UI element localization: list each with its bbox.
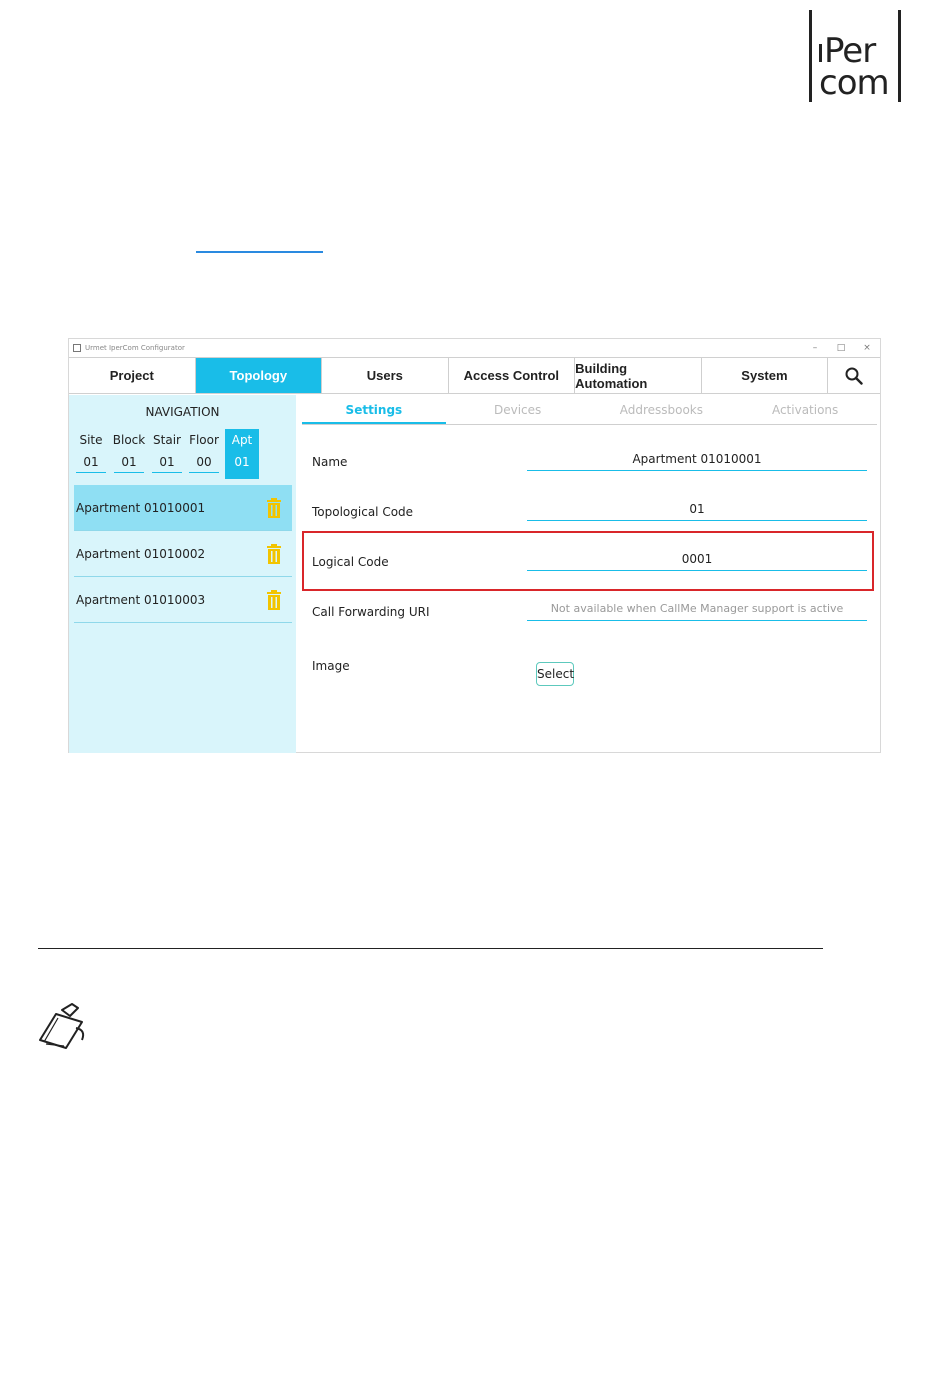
code-label: Floor <box>189 433 219 447</box>
code-block[interactable] <box>112 429 146 479</box>
logo-i-stem <box>819 44 822 62</box>
section-divider <box>38 948 823 949</box>
subtab-activations[interactable]: Activations <box>771 403 839 417</box>
code-value: 01 <box>234 455 250 469</box>
apartment-row[interactable] <box>74 531 292 577</box>
tab-project[interactable]: Project <box>69 358 196 393</box>
maximize-icon[interactable]: □ <box>836 343 846 353</box>
logical-code-field <box>312 541 872 571</box>
name-field <box>312 441 872 471</box>
app-icon <box>73 344 81 352</box>
logical-code-input[interactable]: 0001 <box>527 549 867 571</box>
logical-code-label: Logical Code <box>312 555 389 569</box>
image-label: Image <box>312 659 350 673</box>
tab-access-control[interactable]: Access Control <box>449 358 576 393</box>
trash-icon[interactable] <box>266 498 282 518</box>
code-site[interactable] <box>74 429 108 479</box>
logo-right-bar <box>898 10 901 102</box>
window-titlebar <box>69 339 880 357</box>
apartment-row[interactable] <box>74 485 292 531</box>
topological-code-input[interactable]: 01 <box>527 499 867 521</box>
call-forwarding-field <box>312 591 872 621</box>
tab-topology[interactable]: Topology <box>196 358 323 393</box>
code-label: Site <box>79 433 103 447</box>
code-value: 01 <box>76 451 106 473</box>
configurator-window <box>68 338 881 753</box>
search-icon <box>845 367 863 385</box>
apartment-name: Apartment 01010001 <box>76 500 206 515</box>
code-value: 01 <box>152 451 182 473</box>
subtab-settings[interactable]: Settings <box>302 395 446 424</box>
sub-tabs <box>302 395 877 425</box>
tab-users[interactable]: Users <box>322 358 449 393</box>
subtab-devices[interactable]: Devices <box>493 403 542 417</box>
code-value: 01 <box>114 451 144 473</box>
tab-building-automation[interactable]: Building Automation <box>575 358 702 393</box>
call-forwarding-label: Call Forwarding URI <box>312 605 430 619</box>
logo-text-line1: Per <box>824 31 876 71</box>
code-apt[interactable] <box>225 429 259 479</box>
apartment-name: Apartment 01010002 <box>76 546 206 561</box>
tab-system[interactable]: System <box>702 358 829 393</box>
minimize-icon[interactable]: – <box>812 343 818 353</box>
name-label: Name <box>312 455 348 469</box>
code-value: 00 <box>189 451 219 473</box>
code-stair[interactable] <box>150 429 184 479</box>
logo-text-line2: com <box>819 63 889 103</box>
trash-icon[interactable] <box>266 590 282 610</box>
select-image-button[interactable]: Select <box>536 662 574 686</box>
code-floor[interactable] <box>187 429 221 479</box>
navigation-title: NAVIGATION <box>145 405 220 419</box>
trash-icon[interactable] <box>266 544 282 564</box>
image-field <box>312 645 872 675</box>
code-label: Block <box>112 433 146 447</box>
logo-left-bar <box>809 10 812 102</box>
ipercom-logo <box>809 10 901 104</box>
clipboard-note-icon <box>36 1000 88 1050</box>
link-underline[interactable] <box>196 251 323 253</box>
name-input[interactable]: Apartment 01010001 <box>527 449 867 471</box>
apartment-row[interactable] <box>74 577 292 623</box>
apartment-name: Apartment 01010003 <box>76 592 206 607</box>
search-button[interactable] <box>828 358 880 393</box>
topological-code-label: Topological Code <box>312 505 414 519</box>
close-icon[interactable]: × <box>863 343 871 353</box>
call-forwarding-input[interactable]: Not available when CallMe Manager support is active <box>527 599 867 621</box>
subtab-addressbooks[interactable]: Addressbooks <box>619 403 704 417</box>
topological-code-field <box>312 491 872 521</box>
main-tabs <box>69 357 880 394</box>
code-label: Apt <box>231 433 253 447</box>
navigation-panel <box>69 395 296 753</box>
window-title: Urmet IperCom Configurator <box>85 344 185 352</box>
code-label: Stair <box>153 433 181 447</box>
settings-panel <box>297 395 881 753</box>
